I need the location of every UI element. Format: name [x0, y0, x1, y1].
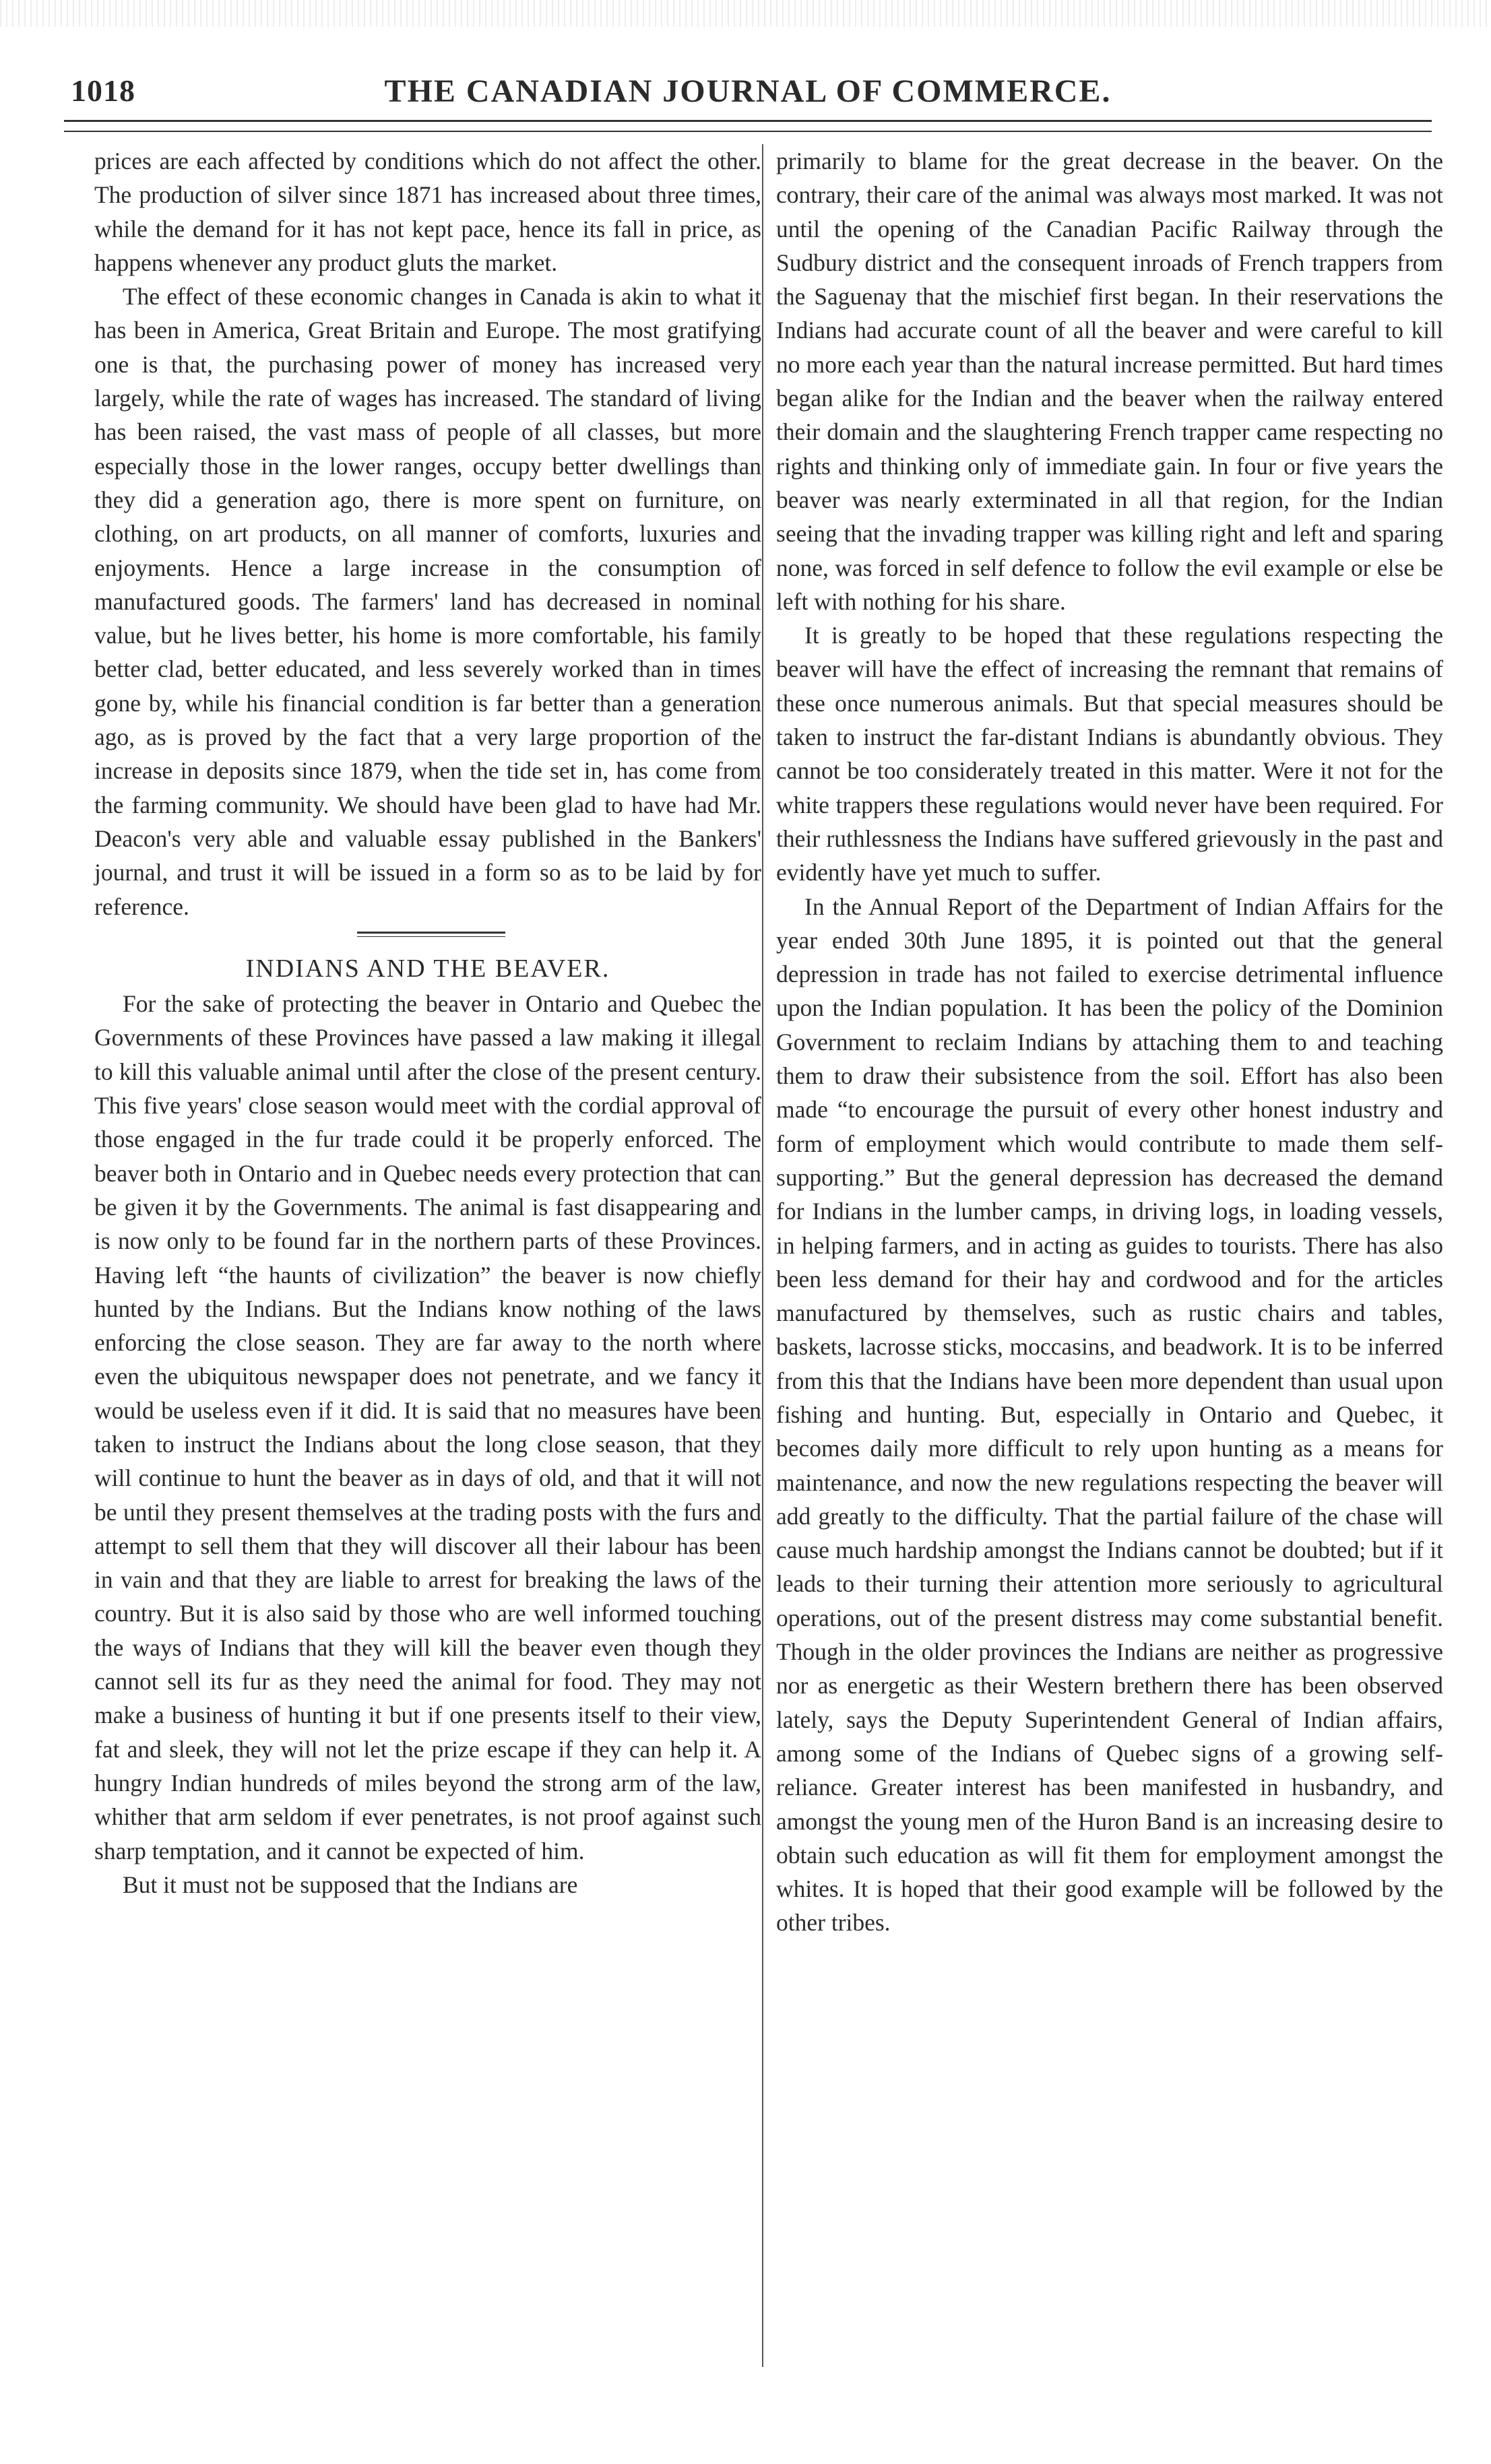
left-paragraph-3: For the sake of protecting the beaver in Ontario and Quebec the Governments of these Provinces have passed a law making it illegal to kill this valuable animal until after the close of the present century. This five years' close season would meet with the cordial approval of those engaged in the fur trade could it be properly enforced. The beaver both in Ontario and in Quebec needs every protection that can be given it by the Governments. The animal is fast disappearing and is now only to be found far in the northern parts of these Provinces. Having left “the haunts of civilization” the beaver is now chiefly hunted by the Indians. But the Indians know nothing of the laws enforcing the close season. They are far away to the north where even the ubiquitous newspaper does not penetrate, and we fancy it would be useless even if it did. It is said that no measures have been taken to instruct the Indians about the long close season, that they will continue to hunt the beaver as in days of old, and that it will not be until they present themselves at the trading posts with the furs and attempt to sell them that they will discover all their labour has been in vain and that they are liable to arrest for breaking the laws of the country. But it is also said by those who are well informed touching the ways of Indians that they will kill the beaver even though they cannot sell its fur as they need the animal for food. They may not make a business of hunting it but if one presents itself to their view, fat and sleek, they will not let the prize escape if they can help it. A hungry Indian hundreds of miles beyond the strong arm of the law, whither that arm seldom if ever penetrates, is not proof against such sharp temptation, and it cannot be expected of him.	[94, 990, 761, 1865]
page-header	[64, 73, 1432, 113]
section-divider-rule	[357, 932, 505, 937]
right-paragraph-1: primarily to blame for the great decrease in the beaver. On the contrary, their care of the animal was always most marked. It was not until the opening of the Canadian Pacific Railway through the Sudbury district and the consequent inroads of French trappers from the Saguenay that the mischief first began. In their reservations the Indians had accurate count of all the beaver and were careful to kill no more each year than the natural increase permitted. But hard times began alike for the Indian and the beaver when the railway entered their domain and the slaughtering French trapper came respecting no rights and thinking only of immediate gain. In four or five years the beaver was nearly exterminated in all that region, for the Indian seeing that the invading trapper was killing right and left and sparing none, was forced in self defence to follow the evil example or else be left with nothing for his share.	[776, 148, 1443, 615]
column-divider	[762, 144, 763, 2367]
journal-title: THE CANADIAN JOURNAL OF COMMERCE.	[384, 73, 1112, 109]
scan-noise-strip	[0, 0, 1491, 27]
header-rule-top	[64, 120, 1432, 122]
right-column	[776, 144, 1443, 1940]
left-paragraph-2: The effect of these economic changes in Canada is akin to what it has been in America, Great Britain and Europe. The most gratifying one is that, the purchasing power of money has increased very largely, while the rate of wages has increased. The standard of living has been raised, the vast mass of people of all classes, but more especially those in the lower ranges, occupy better dwellings than they did a generation ago, there is more spent on furniture, on clothing, on art products, on all manner of comforts, luxuries and enjoyments. Hence a large increase in the consumption of manufactured goods. The farmers' land has decreased in nominal value, but he lives better, his home is more comfortable, his family better clad, better educated, and less severely worked than in times gone by, while his financial condition is far better than a generation ago, as is proved by the fact that a very large proportion of the increase in deposits since 1879, when the tide set in, has come from the farming community. We should have been glad to have had Mr. Deacon's very able and valuable essay published in the Bankers' journal, and trust it will be issued in a form so as to be laid by for reference.	[94, 283, 761, 920]
left-column	[94, 144, 761, 1902]
left-paragraph-4: But it must not be supposed that the Indians are	[123, 1871, 578, 1898]
right-paragraph-2: It is greatly to be hoped that these regulations respecting the beaver will have the effect of increasing the remnant that remains of these once numerous animals. But that special measures should be taken to instruct the far-distant Indians is abundantly obvious. They cannot be too considerately treated in this matter. Were it not for the white trappers these regulations would never have been required. For their ruthlessness the Indians have suffered grievously in the past and evidently have yet much to suffer.	[776, 622, 1443, 886]
page-number: 1018	[71, 73, 135, 108]
section-heading: INDIANS AND THE BEAVER.	[245, 954, 610, 983]
right-paragraph-3: In the Annual Report of the Department of Indian Affairs for the year ended 30th June 1895, it is pointed out that the general depression in trade has not failed to exercise detrimental influence upon the Indian population. It has been the policy of the Dominion Government to reclaim Indians by attaching them to and teaching them to draw their subsistence from the soil. Effort has also been made “to encourage the pursuit of every other honest industry and form of employment which would contribute to made them self-supporting.” But the general depression has decreased the demand for Indians in the lumber camps, in driving logs, in loading vessels, in helping farmers, and in acting as guides to tourists. There has also been less demand for their hay and cordwood and for the articles manufactured by themselves, such as rustic chairs and tables, baskets, lacrosse sticks, moccasins, and beadwork. It is to be inferred from this that the Indians have been more dependent than usual upon fishing and hunting. But, especially in Ontario and Quebec, it becomes daily more difficult to rely upon hunting as a means for maintenance, and now the new regulations respecting the beaver will add greatly to the difficulty. That the partial failure of the chase will cause much hardship amongst the Indians cannot be doubted; but if it leads to their turning their attention more seriously to agricultural operations, out of the present distress may come substantial benefit. Though in the older provinces the Indians are neither as progressive nor as energetic as their Western brethern there has been observed lately, says the Deputy Superintendent General of Indian affairs, among some of the Indians of Quebec signs of a growing self-reliance. Greater interest has been manifested in husbandry, and amongst the young men of the Huron Band is an increasing desire to obtain such education as will fit them for employment amongst the whites. It is hoped that their good example will be followed by the other tribes.	[776, 893, 1443, 1937]
header-rule-bottom	[64, 131, 1432, 132]
left-paragraph-1: prices are each affected by conditions which do not affect the other. The production of silver since 1871 has increased about three times, while the demand for it has not kept pace, hence its fall in price, as happens whenever any product gluts the market.	[94, 148, 761, 276]
